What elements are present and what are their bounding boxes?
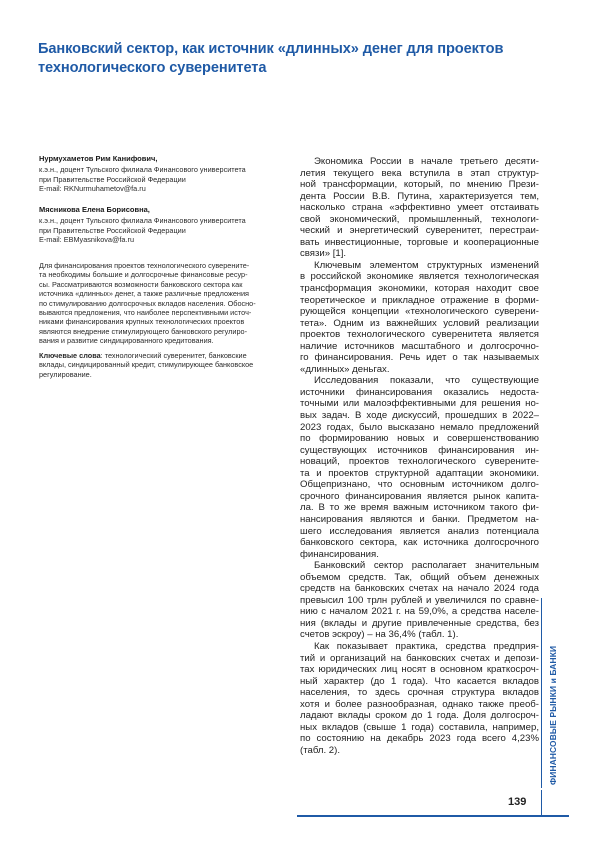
author-affiliation: к.э.н., доцент Тульского филиала Финансового университета: [39, 216, 246, 226]
body-line: тий и организаций на банковских счетах и депози-: [300, 652, 539, 664]
body-line: проектов технологического суверенитета является: [300, 329, 539, 341]
body-line: связи» [1].: [300, 248, 347, 260]
keywords-text: регулирование.: [39, 369, 92, 379]
body-line: Экономика России в начале третьего десяти-: [314, 156, 539, 167]
article-title: [38, 40, 538, 78]
body-line: вых задач. В ходе дискуссий, прошедших в 2022–: [300, 410, 539, 422]
body-line: ческий и энергетический суверенитет, перестраи-: [300, 225, 539, 237]
body-line: тах юридических лиц носят в основном краткосроч-: [300, 664, 539, 676]
keywords-text: вклады, синдицированный кредит, стимулирующее банковское: [39, 360, 254, 370]
body-line: ный характер (до 1 года). Что касается вкладов: [300, 675, 539, 687]
author-block-1: [39, 154, 284, 194]
body-line: Исследования показали, что существующие: [314, 375, 539, 387]
body-line: превысил 100 трлн рублей и увеличился по сравне-: [300, 594, 539, 606]
body-line: шего исследования является анализ потенциала: [300, 525, 539, 537]
body-line: по формированию новых и совершенствованию: [300, 433, 539, 445]
section-label: ФИНАНСОВЫЕ РЫНКИ и БАНКИ: [548, 645, 558, 785]
abstract-line: никами финансирования крупных технологических проектов: [39, 317, 245, 327]
body-line: тета». Одним из важнейших условий реализации: [300, 317, 539, 329]
abstract-line: являются внедрение стимулирующего банковского регулиро-: [39, 326, 248, 336]
keywords: [39, 351, 284, 379]
body-line: счетов эскроу) – на 36,4% (табл. 1).: [300, 629, 459, 641]
author-email: E-mail: RKNurmuhametov@fa.ru: [39, 184, 146, 194]
body-line: срочного финансирования является рынок капита-: [300, 490, 539, 502]
body-line: Ключевым элементом структурных изменений: [314, 259, 539, 271]
abstract-line: вываются предложения, что наиболее перспективными источ-: [39, 308, 252, 318]
title-line: технологического суверенитета: [38, 60, 267, 76]
body-line: вать инвестиционные, торговые и кооперационные: [300, 236, 539, 248]
body-line: рующейся концепции «технологического суверени-: [300, 306, 539, 318]
author-affiliation: при Правительстве Российской Федерации: [39, 225, 186, 235]
body-text: [300, 156, 539, 756]
body-line: теоретическое и прикладное отражение в форми-: [300, 294, 539, 306]
body-line: та и проектов структурной адаптации экономики.: [300, 467, 539, 479]
author-name: Нурмухаметов Рим Канифович,: [39, 154, 158, 163]
footer-rule: [297, 815, 569, 817]
body-line: дента России В.В. Путина, характеризуется тем,: [300, 190, 539, 202]
abstract-line: та необходимы большие и долгосрочные финансовые ресур-: [39, 270, 248, 280]
body-line: наличие источников масштабного и долгосрочно-: [300, 340, 539, 352]
body-line: по состоянию на декабрь 2023 года всего 4,23%: [300, 733, 539, 745]
body-line: трансформация экономики, которая находит свое: [300, 283, 539, 295]
body-line: Как показывает практика, средства предприя-: [314, 640, 539, 652]
author-affiliation: при Правительстве Российской Федерации: [39, 174, 186, 184]
body-line: населения, то здесь срочная структура вкладов: [300, 687, 539, 699]
section-divider: [541, 598, 542, 788]
body-line: свой экономический, промышленный, технологи-: [300, 213, 539, 225]
abstract-line: вания и развитие синдицированного кредитования.: [39, 336, 214, 346]
body-line: 2023 годах, было высказано немало предложений: [300, 421, 539, 433]
keywords-text: : технологический суверенитет, банковские: [100, 351, 247, 360]
body-line: банковского сектора, как источника долгосрочного: [300, 537, 539, 549]
body-line: хотя и более разнообразная, однако также преоб-: [300, 698, 539, 710]
body-line: точными или малоэффективными для решения но-: [300, 398, 539, 410]
body-line: объемом средств. Так, общий объем денежных: [300, 571, 539, 583]
body-line: ния (вклады и другие привлеченные средства, без: [300, 617, 539, 629]
abstract-line: по стимулированию долгосрочных вкладов населения. Обосно-: [39, 298, 256, 308]
body-line: источники финансирования оказались недоста-: [300, 386, 539, 398]
body-line: существующих источников финансирования ин-: [300, 444, 539, 456]
title-line: Банковский сектор, как источник «длинных» денег для проектов: [38, 41, 504, 57]
body-line: ных вкладов (свыше 1 года) составила, например,: [300, 721, 539, 733]
author-name: Мясникова Елена Борисовна,: [39, 205, 150, 214]
body-line: Банковский сектор располагает значительным: [314, 560, 539, 572]
body-line: ладают вклады сроком до 1 года. Доля долгосроч-: [300, 710, 539, 722]
body-line: средств на банковских счетах на начало 2024 года: [300, 583, 539, 595]
body-line: (табл. 2).: [300, 744, 341, 756]
body-line: нансирования являются и банки. Предметом на-: [300, 513, 539, 525]
abstract-line: Для финансирования проектов технологического суверените-: [39, 261, 250, 270]
body-line: насколько страна «эффективно умеет отстаивать: [300, 202, 539, 214]
page-number-divider: [541, 790, 542, 816]
author-email: E-mail: EBMyasnikova@fa.ru: [39, 235, 134, 245]
abstract-line: источника «длинных» денег, а также различные предложения: [39, 289, 249, 299]
body-line: ла. В то же время важным источником такого фи-: [300, 502, 539, 514]
keywords-label: Ключевые слова: [39, 351, 101, 360]
body-line: Общепризнано, что основным источником долго-: [300, 479, 539, 491]
body-line: ной трансформации, который, по мнению Прези-: [300, 179, 539, 191]
page-number: 139: [508, 796, 527, 808]
author-block-2: [39, 205, 284, 245]
body-line: в российской экономике является технологическая: [300, 271, 539, 283]
abstract: [39, 261, 284, 346]
abstract-line: сы. Рассматриваются возможности банковского сектора как: [39, 279, 243, 289]
body-line: новаций, проектов технологического суверените-: [300, 456, 539, 468]
body-line: «длинных» деньгах.: [300, 363, 390, 375]
author-affiliation: к.э.н., доцент Тульского филиала Финансового университета: [39, 165, 246, 175]
body-line: нию с началом 2021 г. на 59,0%, а средства населе-: [300, 606, 539, 618]
body-line: летия текущего века вступила в этап структур-: [300, 167, 539, 179]
body-line: финансирования.: [300, 548, 379, 560]
body-line: го финансирования. Речь идет о так называемых: [300, 352, 539, 364]
